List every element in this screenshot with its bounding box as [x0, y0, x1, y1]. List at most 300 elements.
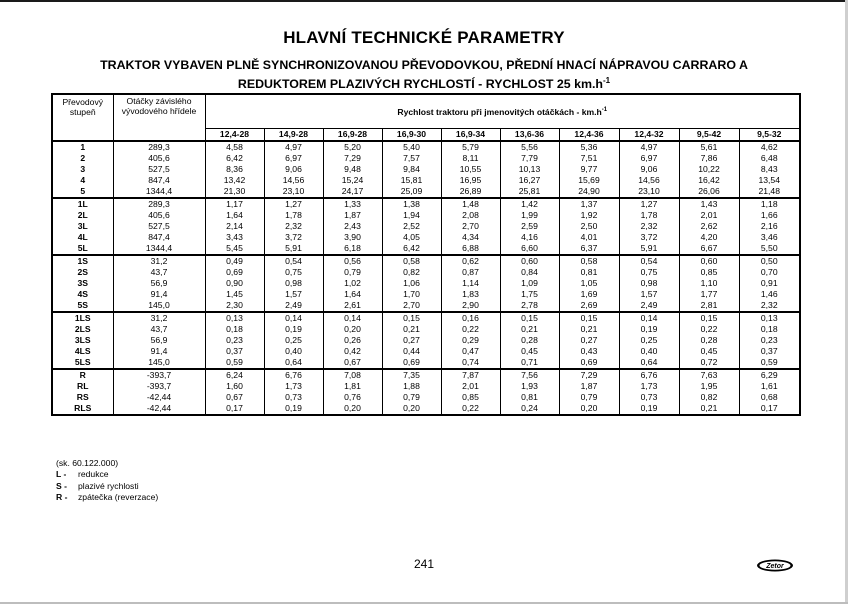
speed-cell: 0,15 [559, 312, 619, 324]
table-row [52, 175, 800, 186]
speed-cell: 1,73 [264, 381, 323, 392]
gear-cell: 2S [52, 267, 113, 278]
speed-cell: 2,01 [441, 381, 500, 392]
speed-cell: 1,94 [382, 210, 441, 221]
table-row [52, 186, 800, 198]
speed-cell: 0,25 [619, 335, 679, 346]
speed-cell: 0,87 [441, 267, 500, 278]
rpm-cell: 1344,4 [113, 186, 205, 198]
speed-cell: 1,78 [264, 210, 323, 221]
speed-cell: 2,70 [382, 300, 441, 312]
speed-cell: 0,27 [559, 335, 619, 346]
note-text: redukce [78, 469, 109, 480]
logo-text: Zetor [766, 563, 784, 570]
speed-cell: 0,70 [739, 267, 800, 278]
header-speed-text: Rychlost traktoru při jmenovitých otáčkách - km.h [397, 107, 602, 118]
speed-cell: 0,21 [382, 324, 441, 335]
speed-cell: 6,24 [205, 369, 264, 381]
speed-cell: 0,43 [559, 346, 619, 357]
gear-cell: RLS [52, 403, 113, 415]
gear-cell: 1S [52, 255, 113, 267]
speed-cell: 6,76 [619, 369, 679, 381]
speed-cell: 0,18 [739, 324, 800, 335]
rpm-cell: -42,44 [113, 392, 205, 403]
speed-cell: 0,15 [500, 312, 559, 324]
speed-cell: 7,35 [382, 369, 441, 381]
table-row [52, 357, 800, 369]
speed-cell: 2,69 [559, 300, 619, 312]
rpm-cell: 527,5 [113, 164, 205, 175]
speed-cell: 1,64 [323, 289, 382, 300]
rpm-cell: 847,4 [113, 232, 205, 243]
speed-cell: 8,43 [739, 164, 800, 175]
speed-cell: 0,23 [739, 335, 800, 346]
speed-cell: 2,30 [205, 300, 264, 312]
speed-cell: 0,37 [205, 346, 264, 357]
speed-cell: 1,18 [739, 198, 800, 210]
speed-cell: 0,25 [264, 335, 323, 346]
rpm-cell: -393,7 [113, 381, 205, 392]
speed-cell: 0,22 [679, 324, 739, 335]
speed-cell: 5,56 [500, 141, 559, 153]
rpm-cell: 527,5 [113, 221, 205, 232]
speed-cell: 1,66 [739, 210, 800, 221]
gear-cell: 3S [52, 278, 113, 289]
speed-cell: 1,77 [679, 289, 739, 300]
speed-cell: 0,20 [323, 403, 382, 415]
speed-cell: 0,60 [500, 255, 559, 267]
tire-size-header: 16,9-28 [323, 129, 382, 142]
speed-cell: 7,56 [500, 369, 559, 381]
gear-cell: 2L [52, 210, 113, 221]
gear-cell: 1LS [52, 312, 113, 324]
speed-cell: 0,84 [500, 267, 559, 278]
speed-cell: 1,27 [264, 198, 323, 210]
note-item [56, 492, 158, 503]
speed-cell: 4,05 [382, 232, 441, 243]
table-row [52, 267, 800, 278]
speed-cell: 6,97 [619, 153, 679, 164]
speed-cell: 7,29 [323, 153, 382, 164]
table-row [52, 381, 800, 392]
speed-cell: 2,81 [679, 300, 739, 312]
note-key: R - [56, 492, 68, 503]
speed-cell: 0,54 [264, 255, 323, 267]
speed-cell: 0,68 [739, 392, 800, 403]
header-gear: Převodový stupeň [52, 94, 113, 141]
speed-cell: 1,43 [679, 198, 739, 210]
gear-cell: 5L [52, 243, 113, 255]
speed-cell: 2,49 [619, 300, 679, 312]
speed-cell: 0,64 [619, 357, 679, 369]
speed-cell: 0,73 [264, 392, 323, 403]
speed-cell: 2,14 [205, 221, 264, 232]
rpm-cell: 145,0 [113, 357, 205, 369]
speed-cell: 0,40 [619, 346, 679, 357]
speed-cell: 0,75 [619, 267, 679, 278]
speed-cell: 0,20 [382, 403, 441, 415]
speed-cell: 0,81 [559, 267, 619, 278]
speed-cell: 4,01 [559, 232, 619, 243]
speed-cell: 1,95 [679, 381, 739, 392]
speed-cell: 0,54 [619, 255, 679, 267]
speed-cell: 10,55 [441, 164, 500, 175]
gear-cell: 3L [52, 221, 113, 232]
speed-cell: 0,79 [382, 392, 441, 403]
note-item [56, 469, 158, 480]
speed-cell: 2,59 [500, 221, 559, 232]
gear-cell: 1 [52, 141, 113, 153]
speed-cell: 1,27 [619, 198, 679, 210]
speed-cell: 13,42 [205, 175, 264, 186]
speed-cell: 0,59 [205, 357, 264, 369]
speed-cell: 0,69 [205, 267, 264, 278]
table-row [52, 369, 800, 381]
tire-size-header: 9,5-42 [679, 129, 739, 142]
header-rpm: Otáčky závislého vývodového hřídele [113, 94, 205, 141]
speed-cell: 0,14 [619, 312, 679, 324]
rpm-cell: 405,6 [113, 153, 205, 164]
speed-cell: 6,42 [382, 243, 441, 255]
speed-cell: 1,87 [323, 210, 382, 221]
tire-size-header: 9,5-32 [739, 129, 800, 142]
speed-cell: 1,60 [205, 381, 264, 392]
speed-cell: 4,97 [264, 141, 323, 153]
speed-cell: 0,73 [619, 392, 679, 403]
note-key: S - [56, 480, 67, 491]
speed-cell: 0,62 [441, 255, 500, 267]
speed-cell: 23,10 [619, 186, 679, 198]
speed-cell: 9,77 [559, 164, 619, 175]
speed-cell: 1,06 [382, 278, 441, 289]
speed-cell: 0,22 [441, 403, 500, 415]
speed-cell: 5,40 [382, 141, 441, 153]
speed-cell: 6,67 [679, 243, 739, 255]
speed-cell: 0,79 [323, 267, 382, 278]
speed-cell: 1,93 [500, 381, 559, 392]
speed-cell: 16,95 [441, 175, 500, 186]
speed-cell: 0,27 [382, 335, 441, 346]
speed-cell: 25,81 [500, 186, 559, 198]
speed-cell: 0,71 [500, 357, 559, 369]
speed-cell: 0,58 [382, 255, 441, 267]
speed-cell: 1,42 [500, 198, 559, 210]
table-row [52, 243, 800, 255]
speed-cell: 0,98 [264, 278, 323, 289]
speed-cell: 15,69 [559, 175, 619, 186]
speed-cell: 7,63 [679, 369, 739, 381]
subtitle-line-2 [60, 73, 788, 92]
speed-cell: 0,72 [679, 357, 739, 369]
rpm-cell: 56,9 [113, 335, 205, 346]
table-row [52, 278, 800, 289]
speed-cell: 2,32 [264, 221, 323, 232]
speed-cell: 0,13 [205, 312, 264, 324]
speed-cell: 1,61 [739, 381, 800, 392]
speed-cell: 5,91 [264, 243, 323, 255]
speed-cell: 1,17 [205, 198, 264, 210]
speed-cell: 0,20 [559, 403, 619, 415]
speed-cell: 0,58 [559, 255, 619, 267]
tire-size-header: 13,6-36 [500, 129, 559, 142]
table-row [52, 221, 800, 232]
speed-cell: 1,02 [323, 278, 382, 289]
speed-cell: 0,24 [500, 403, 559, 415]
speed-cell: 0,15 [382, 312, 441, 324]
speed-cell: 0,17 [205, 403, 264, 415]
legend-notes [56, 458, 158, 504]
rpm-cell: -42,44 [113, 403, 205, 415]
speed-cell: 2,50 [559, 221, 619, 232]
speed-cell: 0,23 [205, 335, 264, 346]
speed-cell: 26,89 [441, 186, 500, 198]
speed-cell: 0,19 [619, 324, 679, 335]
speed-cell: 0,45 [500, 346, 559, 357]
gear-cell: 1L [52, 198, 113, 210]
speed-cell: 1,09 [500, 278, 559, 289]
speed-cell: 0,19 [264, 324, 323, 335]
speed-cell: 4,62 [739, 141, 800, 153]
speed-cell: 1,48 [441, 198, 500, 210]
speed-cell: 24,90 [559, 186, 619, 198]
tire-size-header: 12,4-32 [619, 129, 679, 142]
speed-cell: 23,10 [264, 186, 323, 198]
speed-cell: 0,44 [382, 346, 441, 357]
speed-cell: 0,98 [619, 278, 679, 289]
speed-cell: 1,14 [441, 278, 500, 289]
speed-cell: 1,99 [500, 210, 559, 221]
note-text: zpátečka (reverzace) [78, 492, 159, 503]
speed-cell: 4,34 [441, 232, 500, 243]
speed-cell: 7,08 [323, 369, 382, 381]
note-text: plazivé rychlosti [78, 480, 139, 491]
speed-cell: 1,57 [619, 289, 679, 300]
speed-cell: 0,82 [382, 267, 441, 278]
speed-cell: 0,19 [619, 403, 679, 415]
speed-cell: 9,06 [264, 164, 323, 175]
speed-cell: 0,47 [441, 346, 500, 357]
table-row [52, 403, 800, 415]
speed-cell: 0,17 [739, 403, 800, 415]
speed-cell: 0,81 [500, 392, 559, 403]
header-row [52, 94, 800, 129]
speed-cell: 24,17 [323, 186, 382, 198]
tire-size-header: 16,9-34 [441, 129, 500, 142]
gear-cell: RS [52, 392, 113, 403]
zetor-logo [756, 558, 794, 573]
speed-cell: 2,49 [264, 300, 323, 312]
speed-cell: 0,49 [205, 255, 264, 267]
speed-cell: 2,43 [323, 221, 382, 232]
rpm-cell: 405,6 [113, 210, 205, 221]
rpm-cell: -393,7 [113, 369, 205, 381]
speed-cell: 0,79 [559, 392, 619, 403]
rpm-cell: 1344,4 [113, 243, 205, 255]
speed-cell: 0,14 [323, 312, 382, 324]
tire-size-header: 12,4-28 [205, 129, 264, 142]
gear-cell: 4LS [52, 346, 113, 357]
speed-cell: 0,42 [323, 346, 382, 357]
speed-cell: 0,40 [264, 346, 323, 357]
rpm-cell: 56,9 [113, 278, 205, 289]
subtitle-line-2-text: REDUKTOREM PLAZIVÝCH RYCHLOSTÍ - RYCHLOST 25 km.h [237, 77, 603, 92]
speed-cell: 0,76 [323, 392, 382, 403]
speed-cell: 2,78 [500, 300, 559, 312]
notes-list [56, 469, 158, 503]
speed-cell: 0,56 [323, 255, 382, 267]
speed-cell: 0,85 [679, 267, 739, 278]
speed-cell: 7,57 [382, 153, 441, 164]
speed-cell: 1,46 [739, 289, 800, 300]
speed-cell: 0,22 [441, 324, 500, 335]
speed-cell: 7,87 [441, 369, 500, 381]
speed-cell: 9,06 [619, 164, 679, 175]
speed-cell: 2,16 [739, 221, 800, 232]
note-item [56, 481, 158, 492]
speed-cell: 10,22 [679, 164, 739, 175]
speed-cell: 2,61 [323, 300, 382, 312]
speed-cell: 0,90 [205, 278, 264, 289]
table-row [52, 335, 800, 346]
tire-size-header: 16,9-30 [382, 129, 441, 142]
table-row [52, 324, 800, 335]
speed-cell: 4,58 [205, 141, 264, 153]
table-body [52, 141, 800, 415]
speed-cell: 0,64 [264, 357, 323, 369]
speed-cell: 6,48 [739, 153, 800, 164]
speed-cell: 5,20 [323, 141, 382, 153]
speed-cell: 4,97 [619, 141, 679, 153]
speed-cell: 0,28 [679, 335, 739, 346]
speed-cell: 8,11 [441, 153, 500, 164]
gear-cell: R [52, 369, 113, 381]
speed-cell: 9,48 [323, 164, 382, 175]
speed-cell: 1,92 [559, 210, 619, 221]
speed-cell: 6,97 [264, 153, 323, 164]
speed-cell: 1,05 [559, 278, 619, 289]
gear-cell: 2 [52, 153, 113, 164]
subtitle-unit-exponent: -1 [602, 76, 611, 85]
table-row [52, 312, 800, 324]
speed-cell: 0,91 [739, 278, 800, 289]
speed-cell: 0,20 [323, 324, 382, 335]
gear-cell: 4S [52, 289, 113, 300]
rpm-cell: 145,0 [113, 300, 205, 312]
speed-cell: 9,84 [382, 164, 441, 175]
speed-cell: 5,45 [205, 243, 264, 255]
speed-cell: 0,50 [739, 255, 800, 267]
speed-cell: 0,26 [323, 335, 382, 346]
speed-cell: 3,72 [264, 232, 323, 243]
table-row [52, 141, 800, 153]
speed-cell: 2,32 [739, 300, 800, 312]
speed-cell: 7,29 [559, 369, 619, 381]
speed-cell: 13,54 [739, 175, 800, 186]
speed-cell: 6,42 [205, 153, 264, 164]
speed-cell: 6,18 [323, 243, 382, 255]
speed-cell: 8,36 [205, 164, 264, 175]
speed-cell: 0,28 [500, 335, 559, 346]
rpm-cell: 31,2 [113, 255, 205, 267]
speed-cell: 0,14 [264, 312, 323, 324]
table-row [52, 300, 800, 312]
speed-cell: 14,56 [264, 175, 323, 186]
rpm-cell: 847,4 [113, 175, 205, 186]
speed-cell: 3,90 [323, 232, 382, 243]
speed-cell: 1,33 [323, 198, 382, 210]
speed-cell: 6,76 [264, 369, 323, 381]
tire-size-header: 12,4-36 [559, 129, 619, 142]
speed-cell: 7,79 [500, 153, 559, 164]
table-row [52, 346, 800, 357]
speed-cell: 7,51 [559, 153, 619, 164]
table-row [52, 289, 800, 300]
rpm-cell: 91,4 [113, 289, 205, 300]
rpm-cell: 43,7 [113, 324, 205, 335]
speed-cell: 3,43 [205, 232, 264, 243]
speed-cell: 0,85 [441, 392, 500, 403]
rpm-cell: 31,2 [113, 312, 205, 324]
speed-cell: 0,37 [739, 346, 800, 357]
gear-cell: 3LS [52, 335, 113, 346]
gear-cell: 5LS [52, 357, 113, 369]
speed-cell: 0,13 [739, 312, 800, 324]
speed-cell: 3,46 [739, 232, 800, 243]
speed-cell: 1,81 [323, 381, 382, 392]
speed-cell: 0,16 [441, 312, 500, 324]
speed-cell: 0,15 [679, 312, 739, 324]
note-key: L - [56, 469, 67, 480]
speed-cell: 0,59 [739, 357, 800, 369]
speed-cell: 1,45 [205, 289, 264, 300]
speed-cell: 0,67 [323, 357, 382, 369]
speed-cell: 4,20 [679, 232, 739, 243]
gear-cell: 5 [52, 186, 113, 198]
speed-cell: 1,88 [382, 381, 441, 392]
speed-cell: 7,86 [679, 153, 739, 164]
speed-cell: 15,24 [323, 175, 382, 186]
table-row [52, 210, 800, 221]
speed-cell: 1,83 [441, 289, 500, 300]
speed-cell: 15,81 [382, 175, 441, 186]
speed-cell: 6,37 [559, 243, 619, 255]
speed-cell: 3,72 [619, 232, 679, 243]
speed-cell: 4,16 [500, 232, 559, 243]
speed-cell: 0,82 [679, 392, 739, 403]
speed-cell: 2,01 [679, 210, 739, 221]
speed-cell: 2,08 [441, 210, 500, 221]
speed-cell: 0,21 [679, 403, 739, 415]
table-row [52, 232, 800, 243]
rpm-cell: 43,7 [113, 267, 205, 278]
speed-cell: 5,61 [679, 141, 739, 153]
speed-cell: 1,57 [264, 289, 323, 300]
tire-size-header: 14,9-28 [264, 129, 323, 142]
page-subtitle [60, 58, 788, 92]
speed-cell: 6,60 [500, 243, 559, 255]
rpm-cell: 289,3 [113, 198, 205, 210]
speed-cell: 2,32 [619, 221, 679, 232]
speed-cell: 1,73 [619, 381, 679, 392]
speed-cell: 0,29 [441, 335, 500, 346]
speed-cell: 16,27 [500, 175, 559, 186]
table-row [52, 392, 800, 403]
gear-cell: 4 [52, 175, 113, 186]
speed-cell: 1,38 [382, 198, 441, 210]
speed-cell: 21,48 [739, 186, 800, 198]
speed-cell: 6,29 [739, 369, 800, 381]
page-number: 241 [413, 557, 435, 571]
